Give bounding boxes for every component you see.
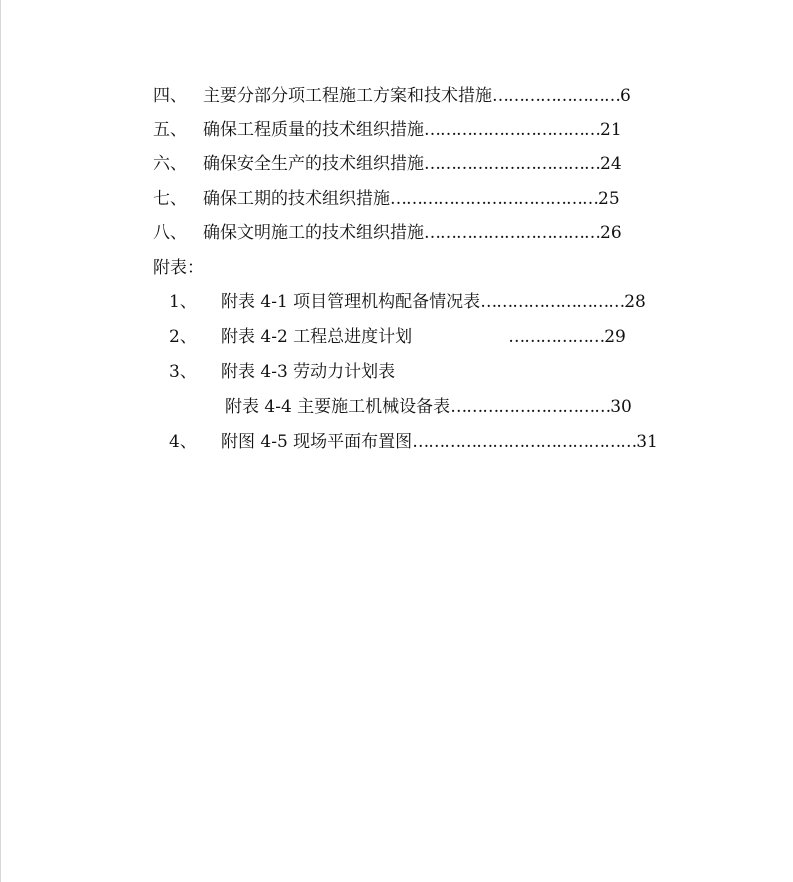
toc-page-number: 31 xyxy=(636,432,658,452)
toc-item-number: 八、 xyxy=(153,223,187,243)
toc-item-4[interactable] xyxy=(153,85,631,107)
toc-item-title: 确保安全生产的技术组织措施 xyxy=(203,154,424,174)
toc-item-number: 五、 xyxy=(153,120,187,140)
toc-item-number: 六、 xyxy=(153,154,187,174)
toc-leader-dots: …………………………… xyxy=(424,154,600,174)
appendix-item-3[interactable] xyxy=(169,361,395,383)
toc-item-number: 七、 xyxy=(153,189,187,209)
toc-item-5[interactable] xyxy=(153,119,622,141)
toc-page-number: 28 xyxy=(624,292,646,312)
toc-item-6[interactable] xyxy=(153,153,622,175)
appendix-item-title: 附表 4-4 主要施工机械设备表 xyxy=(225,397,451,417)
appendix-item-title: 附表 4-1 项目管理机构配备情况表 xyxy=(221,292,481,312)
toc-item-7[interactable] xyxy=(153,188,620,210)
appendix-item-title: 附图 4-5 现场平面布置图 xyxy=(221,432,413,452)
appendix-item-3-sub[interactable] xyxy=(225,396,632,418)
toc-item-8[interactable] xyxy=(153,222,622,244)
toc-page-number: 21 xyxy=(600,120,622,140)
toc-leader-dots: ……………………… xyxy=(480,292,625,312)
appendix-item-number: 4、 xyxy=(169,432,197,452)
appendix-item-2[interactable] xyxy=(169,326,626,348)
toc-page-number: 6 xyxy=(620,86,631,106)
appendix-item-1[interactable] xyxy=(169,291,646,313)
appendix-item-number: 1、 xyxy=(169,292,197,312)
toc-page-number: 30 xyxy=(610,397,632,417)
toc-leader-dots: …………………………… xyxy=(424,120,600,140)
toc-page-number: 26 xyxy=(600,223,622,243)
toc-leader-dots: ………………………… xyxy=(450,397,611,417)
appendix-item-4[interactable] xyxy=(169,431,658,453)
toc-leader-dots: …………………………………… xyxy=(412,432,637,452)
toc-item-title: 确保文明施工的技术组织措施 xyxy=(203,223,424,243)
toc-page-number: 25 xyxy=(598,189,620,209)
toc-item-title: 确保工期的技术组织措施 xyxy=(203,189,390,209)
toc-leader-dots: ……………… xyxy=(508,327,605,347)
toc-item-title: 主要分部分项工程施工方案和技术措施 xyxy=(203,86,492,106)
toc-item-title: 确保工程质量的技术组织措施 xyxy=(203,120,424,140)
appendix-item-number: 3、 xyxy=(169,362,197,382)
toc-item-number: 四、 xyxy=(153,86,187,106)
toc-leader-dots: ………………………………… xyxy=(390,189,598,209)
appendix-item-title: 附表 4-3 劳动力计划表 xyxy=(221,362,396,382)
appendix-item-number: 2、 xyxy=(169,327,197,347)
appendix-item-title: 附表 4-2 工程总进度计划 xyxy=(221,327,413,347)
appendix-heading: 附表： xyxy=(153,258,204,278)
toc-page-number: 29 xyxy=(604,327,626,347)
toc-leader-dots: …………………………… xyxy=(424,223,600,243)
toc-page-number: 24 xyxy=(600,154,622,174)
toc-leader-dots: …………………… xyxy=(492,86,620,106)
